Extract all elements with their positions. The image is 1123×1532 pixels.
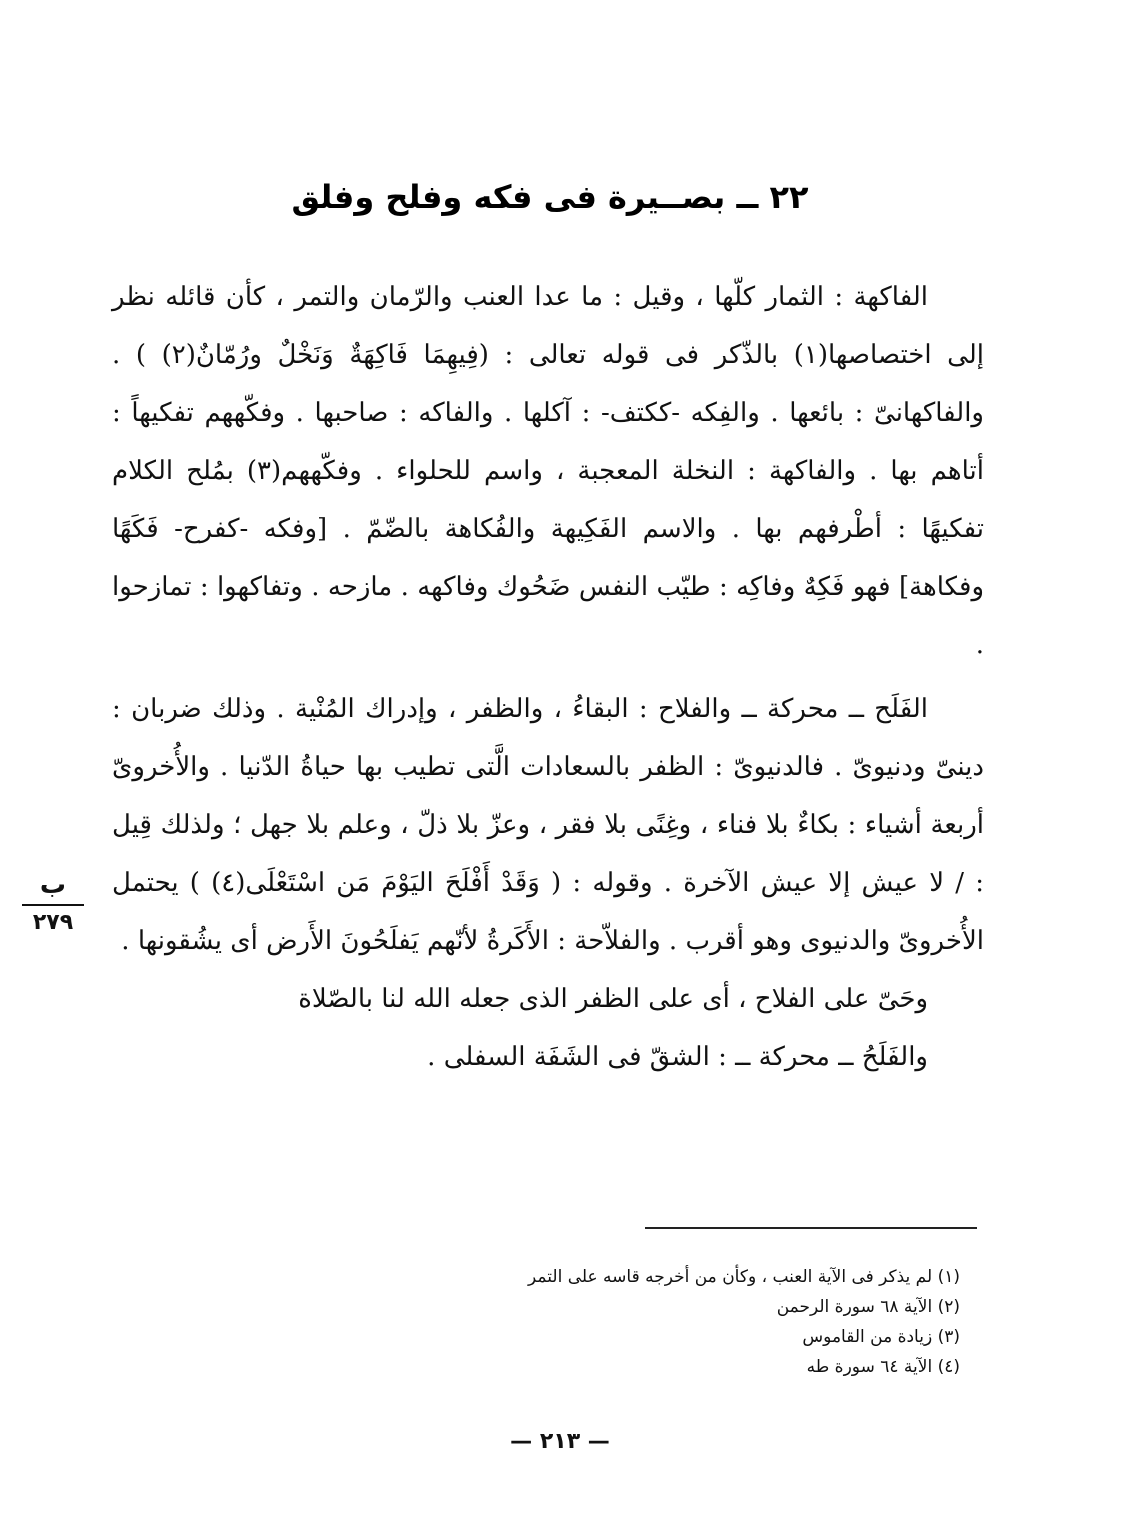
footnote-2: (٢) الآية ٦٨ سورة الرحمن bbox=[776, 1297, 960, 1317]
footnotes bbox=[300, 1262, 960, 1382]
footnote-3: (٣) زيادة من القاموس bbox=[802, 1327, 960, 1347]
footnote-divider bbox=[645, 1227, 977, 1229]
page-number: — ٢١٣ — bbox=[510, 1429, 610, 1454]
paragraph-falah: الفَلَح ــ محركة ــ والفلاح : البقاءُ ، والظفر ، وإدراك المُنْية . وذلك ضربان : دينىّ ودنيوىّ . فالدنيوىّ : الظفر بالسعادات الَّتى تطيب بها حياةُ الدّنيا . والأُخروىّ أربعة أشياء : بكاءٌ بلا فناء ، وغِنًى بلا فقر ، وعزّ بلا ذلّ ، وعلم بلا جهل ؛ ولذلك قِيل : / لا عيش إلا عيش الآخرة . وقوله : ( وَقَدْ أَفْلَحَ اليَوْمَ مَن اسْتَعْلَى(٤) ) يحتمل الأُخروىّ والدنيوى وهو أقرب . والفلاّحة : الأَكَرةُ لأنّهم يَفلَحُونَ الأَرض أى يشُقونها . bbox=[112, 694, 985, 956]
folio-letter: ب bbox=[39, 870, 67, 900]
folio-number: ٢٧٩ bbox=[32, 910, 74, 935]
paragraph-falah-lip: والفَلَحُ ــ محركة ــ : الشقّ فى الشَفَة السفلى . bbox=[427, 1042, 928, 1072]
manuscript-folio-note bbox=[18, 868, 88, 938]
paragraph-fakiha: الفاكهة : الثمار كلّها ، وقيل : ما عدا العنب والرّمان والتمر ، كأن قائله نظر إلى اختصاصها(١) بالذّكر فى قوله تعالى : (فِيهِمَا فَاكِهَةٌ وَنَخْلٌ ورُمّانٌ(٢) ) . والفاكهانىّ : بائعها . والفِكه -ككتف- : آكلها . والفاكه : صاحبها . وفكّههم تفكيهاً : أتاهم بها . والفاكهة : النخلة المعجبة ، واسم للحلواء . وفكّههم(٣) بمُلح الكلام تفكيهًا : أطْرفهم بها . والاسم الفَكِيهة والفُكاهة بالضّمّ . [وفكه -كفرح- فَكَهًا وفكاهة] فهو فَكِهٌ وفاكِه : طيّب النفس ضَحُوك وفاكهه . مازحه . وتفاكهوا : تمازحوا . bbox=[112, 282, 984, 660]
footnote-4: (٤) الآية ٦٤ سورة طه bbox=[806, 1357, 960, 1377]
paragraph-hayya: وحَىّ على الفلاح ، أى على الظفر الذى جعله الله لنا بالصّلاة bbox=[298, 984, 928, 1014]
footnote-1: (١) لم يذكر فى الآية العنب ، وكأن من أخرجه قاسه على التمر bbox=[528, 1267, 960, 1287]
folio-divider bbox=[22, 904, 84, 906]
page-title: ٢٢ ــ بصــيرة فى فكه وفلح وفلق bbox=[291, 178, 809, 216]
body-text bbox=[112, 268, 984, 1086]
